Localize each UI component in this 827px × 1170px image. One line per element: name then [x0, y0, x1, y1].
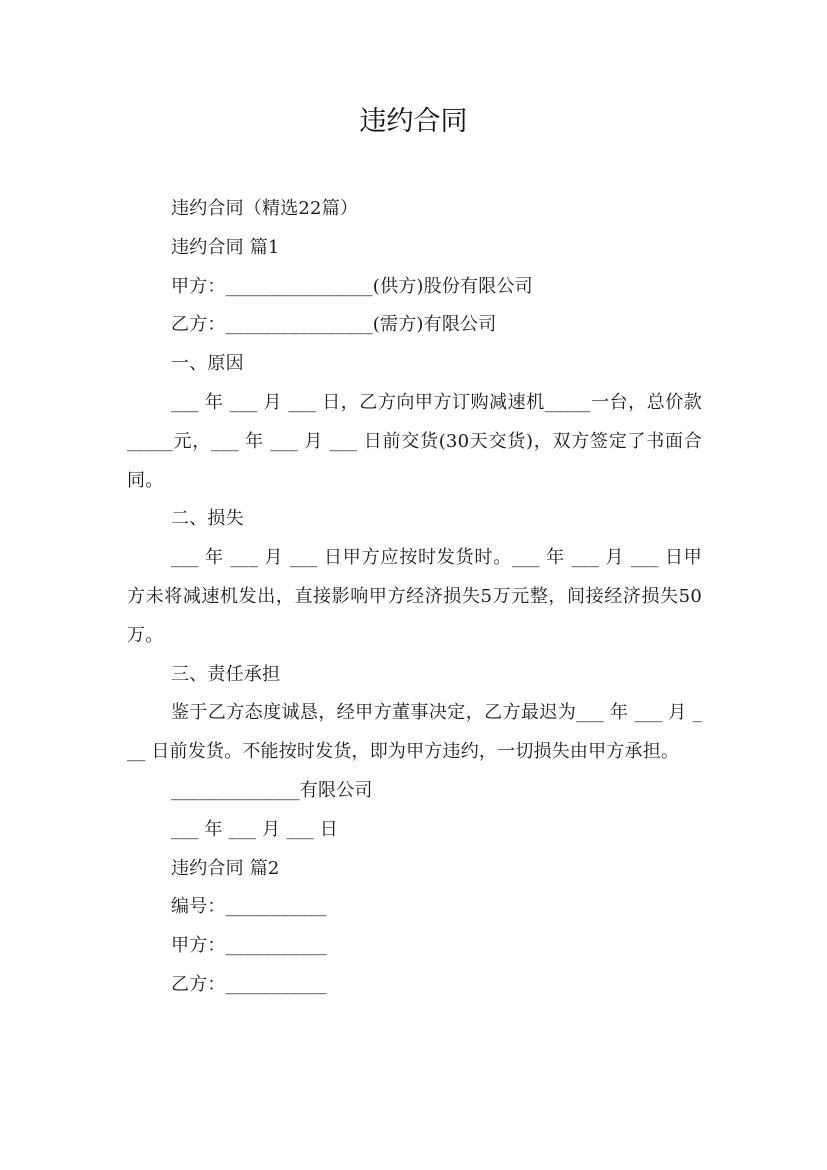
document-title: 违约合同	[359, 106, 468, 137]
section-heading-part-1: 违约合同 篇1	[171, 236, 280, 258]
paragraph-loss: ___ 年 ___ 月 ___ 日甲方应按时发货时。___ 年 ___ 月 ___ 日甲方未将减速机发出，直接影响甲方经济损失5万元整，间接经济损失50万。	[127, 547, 702, 646]
paragraph-cause: ___ 年 ___ 月 ___ 日，乙方向甲方订购减速机_____一台，总价款_____元，___ 年 ___ 月 ___ 日前交货(30天交货)，双方签定了书面合同。	[127, 391, 702, 491]
party-a-line-2: 甲方：___________	[171, 935, 327, 957]
document-body	[127, 190, 702, 1005]
party-b-line: 乙方：________________(需方)有限公司	[171, 314, 497, 336]
party-a-line: 甲方：________________(供方)股份有限公司	[171, 275, 533, 297]
paragraph-liability: 鉴于乙方态度诚恳，经甲方董事决定，乙方最迟为___ 年 ___ 月 ___ 日前发货。不能按时发货，即为甲方违约，一切损失由甲方承担。	[127, 702, 702, 763]
doc-subtitle: 违约合同（精选22篇）	[171, 198, 359, 219]
heading-loss: 二、损失	[171, 508, 244, 530]
heading-liability: 三、责任承担	[171, 663, 281, 685]
contract-number-line: 编号：___________	[171, 896, 327, 918]
section-heading-part-2: 违约合同 篇2	[171, 857, 280, 879]
heading-cause: 一、原因	[171, 353, 244, 375]
signature-company-line: ______________有限公司	[171, 779, 373, 801]
signature-date-line: ___ 年 ___ 月 ___ 日	[171, 818, 339, 840]
party-b-line-2: 乙方：___________	[171, 973, 327, 995]
